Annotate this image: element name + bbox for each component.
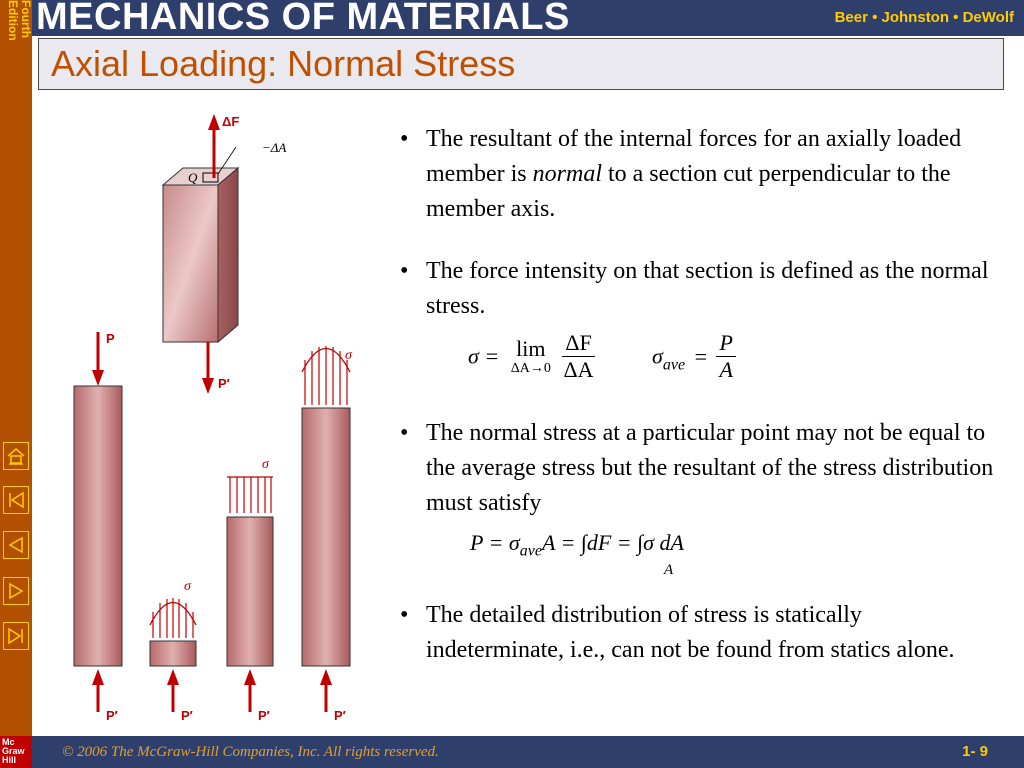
eq2-numerator: P [716, 330, 735, 357]
bullet-1-emphasis: normal [532, 161, 602, 187]
eq2-sub: ave [662, 356, 686, 374]
p-prime-label-bar3: P′ [258, 708, 270, 723]
axial-loading-figure [40, 100, 370, 730]
eq3-rest: A = ∫dF = ∫σ dA [541, 530, 684, 555]
last-page-icon [6, 626, 26, 646]
bar-4 [302, 346, 353, 666]
next-page-icon [6, 581, 26, 601]
edition-line-1: Fourth [19, 0, 33, 38]
first-page-icon [6, 490, 26, 510]
bullet-4-text: The detailed distribution of stress is statically indeterminate, i.e., can not be found from statics alone. [426, 602, 955, 663]
eq3-integral-limit: A [664, 562, 674, 578]
publisher-logo: Mc Graw Hill [0, 736, 32, 768]
home-button[interactable] [3, 442, 29, 470]
page-number: 1- 9 [962, 743, 988, 760]
slide-title: Axial Loading: Normal Stress [51, 43, 516, 84]
sigma-label-bar2: σ [184, 579, 191, 594]
copyright-notice: © 2006 The McGraw-Hill Companies, Inc. All rights reserved. [62, 744, 439, 760]
q-label: Q [188, 170, 198, 185]
eq1-denominator: ΔA [563, 357, 594, 382]
next-page-button[interactable] [3, 577, 29, 605]
sigma-label-bar3: σ [262, 457, 269, 472]
p-prime-label-bar2: P′ [181, 708, 193, 723]
bullet-2-text: The force intensity on that section is defined as the normal stress. [426, 258, 989, 319]
eq3-main: P = σ [470, 530, 520, 555]
authors: Beer • Johnston • DeWolf [834, 9, 1014, 26]
home-icon [6, 446, 26, 466]
p-label-bar1: P [106, 331, 115, 346]
stress-definition-equation [468, 330, 595, 383]
p-prime-arrow-block [202, 342, 214, 394]
eq2-equals: = [694, 343, 707, 369]
first-page-button[interactable] [3, 486, 29, 514]
bottom-p-prime-arrows [92, 669, 332, 712]
book-title: MECHANICS OF MATERIALS [36, 0, 570, 38]
sidebar [0, 0, 32, 736]
eq2-sigma: σ [652, 343, 663, 369]
sigma-label-bar4: σ [345, 348, 352, 363]
bullet-3-text: The normal stress at a particular point may not be equal to the average stress but the resultant of the stress distribution must satisfy [426, 420, 994, 516]
delta-f-label: ΔF [222, 114, 240, 129]
bar-1 [74, 331, 122, 666]
p-prime-label-block: P′ [218, 376, 230, 391]
slide-title-box [38, 38, 1004, 90]
average-stress-equation [652, 330, 736, 383]
delta-a-label: −ΔA [262, 140, 287, 155]
previous-page-button[interactable] [3, 531, 29, 559]
eq1-lhs: σ = [468, 343, 500, 369]
previous-page-icon [6, 535, 26, 555]
edition-label [0, 0, 32, 70]
eq1-numerator: ΔF [562, 330, 594, 357]
p-prime-label-bar1: P′ [106, 708, 118, 723]
bullet-1-text: The resultant of the internal forces for an axially loaded member is [426, 126, 962, 187]
header-bar [0, 0, 1024, 36]
resultant-equation [470, 530, 684, 560]
bar-3 [227, 457, 273, 666]
bullet-1-text-end: to a section cut perpendicular to the member axis. [426, 161, 951, 222]
eq1-lim-sub: ΔA→0 [510, 360, 551, 376]
p-prime-label-bar4: P′ [334, 708, 346, 723]
edition-line-2: Edition [6, 0, 20, 41]
cut-section-block [163, 168, 238, 342]
eq3-sub: ave [519, 542, 542, 560]
last-page-button[interactable] [3, 622, 29, 650]
eq2-denominator: A [719, 357, 733, 382]
eq1-lim: lim [516, 335, 546, 361]
bar-2 [150, 579, 196, 666]
